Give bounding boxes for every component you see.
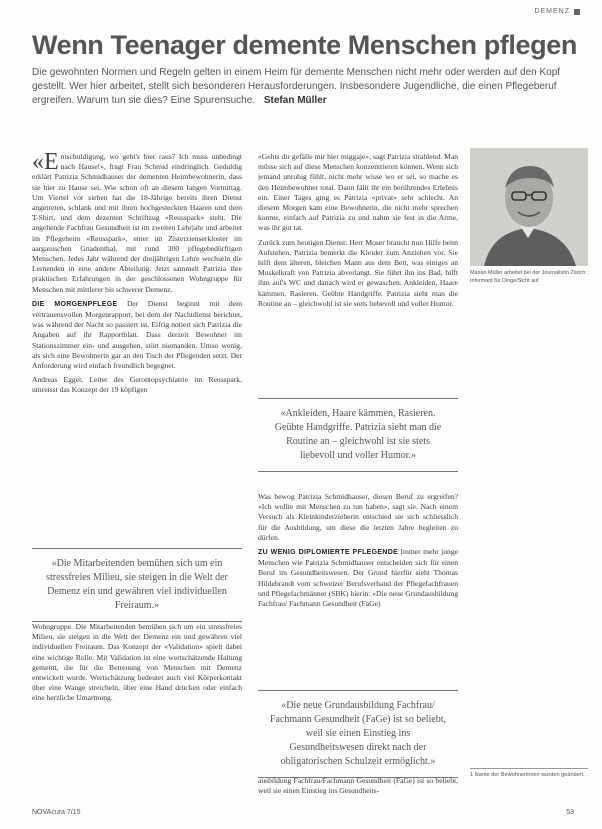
column-2c: [258, 776, 458, 800]
col2-paragraph-1: «Gehts dir gefälle mir hier miggaje», sagt Patrizia strahlend. Man müsse sich auf diese Menschen konzentrieren können. Wenn sich jemand unruhig fühlt, nicht mehr wisse wo er sei, so mache es den Heimbewohner total. Dann fällt ihr ein berührendes Erlebnis ein. Einer Tages ging es Patrizia «privat» sehr schlecht. An diesem Morgen kam eine Bewohnerin, die nicht mehr sprechen konnte, einfach auf Patrizia zu und nahm sie fest in die Arme, was ihr gut tat.: [258, 152, 458, 233]
col2-paragraph-4: ZU WENIG DIPLOMIERTE PFLEGENDE Immer mehr junge Menschen wie Patrizia Schmidhauser entscheiden sich für einen Beruf im Gesundheitswesen. Der Grund hierfür sieht Thomas Hildebrandt vom schweizer Berufsverband der Pflegefachfrauen und Pflegefachmänner (SBK) hierin: «Die neue Grundausbildung Fachfrau/ Fachmann Gesundheit (FaGe): [258, 547, 459, 609]
col1-paragraph-2: DIE MORGENPFLEGE Der Dienst beginnt mit dem vertrauensvollen Morgenrapport, bei dem der Nachtdienst berichtet, was während der Nacht so passiert ist. Eifrig notiert sich Patrizia die Angaben auf ihr Rapportblatt. Dass derzeit Bewohner im Stationszimmer ein- und ausgehen, stört niemanden. Umso wenig, als sich eine Bewohnerin gar an den Tisch der Pflegenden setzt. Der Anforderung wird einfach freundlich begegnet.: [32, 298, 242, 371]
col2-paragraph-5: ausbildung Fachfrau/Fachmann Gesundheit (FaGe) ist so beliebt, weil sie einen Einstieg ins Gesundheits-: [258, 776, 458, 796]
headline: Wenn Teenager demente Menschen pflegen: [32, 30, 577, 60]
section-square-icon: [574, 9, 580, 15]
photo-caption: Marian Müller arbeitet bei der Journalistin Zürich. Informant für Dinge/Sicht auf: [470, 270, 587, 284]
column-1: [32, 149, 242, 400]
section-tag: [534, 8, 580, 15]
column-2b: [258, 492, 458, 613]
author: Stefan Müller: [263, 95, 327, 106]
portrait-illustration: [470, 148, 588, 266]
col2-paragraph-3: Was bewog Patrizia Schmidhauser, diesen Beruf zu ergreifen? «Ich wollte mit Menschen zu tun haben», sagt sie. Nach einem Versuch als Kleinkinderzieherin entschied sie sich schliesslich für die Ausbildung, um diese die letzten Jahre begleiten zu dürfen.: [258, 492, 458, 542]
section-label: DEMENZ: [534, 8, 570, 15]
dropcap: «E: [32, 149, 59, 175]
subhead-morgenpflege: DIE MORGENPFLEGE: [32, 300, 118, 308]
footnote: 1 Name der Bewohnerinnen wurden geändert.: [470, 768, 588, 780]
lead-paragraph: [32, 66, 580, 108]
portrait-photo: [470, 148, 588, 266]
col2-paragraph-2: Zurück zum heutigen Dienst: Herr Moser braucht nun Hilfe beim Aufstehen. Patrizia bemerkt die Kleider zum Anziehen vor. Sie hilft dem älteren, bleichen Mann aus dem Bett, was einiges an Muskelkraft von Patrizia abverlangt. Sie führt ihn ins Bad, hilft ihm auf's WC und danach wird er gewaschen. Ankleiden, Haare kämmen, Rasieren. Geübte Handgriffe. Patrizia sieht man die Routine an – gleichwohl ist sie stets liebevoll und voller Humor.: [258, 237, 458, 308]
col1b-paragraph: Wohngruppe. Die Mitarbeitenden bemühen sich um ein stressfreies Milieu, sie steigen in die Welt der Demenz ein und gewähren viel individuellen Freiraum. Das Konzept der «Validation» spielt dabei eine wichtige Rolle. Mit Validation ist eine wertschätzende Haltung gemeint, die für die Betreuung von Menschen mit Demenz entwickelt wurde. Wertschätzung bedeutet auch viel Körperkontakt über eine Wange streicheln, über eine Hand drücken oder einfach eine herzliche Umarmung.: [32, 622, 242, 703]
subhead-diplomierte: ZU WENIG DIPLOMIERTE PFLEGENDE: [258, 549, 399, 557]
col1-paragraph-1: «Entschuldigung, wo geht's hier raus? Ich muss unbedingt nach Hause!», fragt Frau Schmid eindringlich. Geduldig erklärt Patrizia Schmidhauser der dementen Heimbewohnerin, dass sie hier zu Hause sei. Wie schon oft an diesem langen Vormittag. Um Viertel vor sieben hat die 18-Jährige bereits ihren Dienst angetreten, schlank und mit ihren hochgesteckten Haaren und dem T-Shirt, und dem dezenten Schriftzug «Reusspark» steht. Die angehende Fachfrau Gesundheit ist im zweiten Lehrjahr und arbeitet im Pflegeheim «Reusspark», einer im Zisterzienserkloster im aargauischen Gnadenthal, mit rund 300 pflegebedürftigen Menschen. Jedes Jahr während der dreijährigen Lehre wechseln die Lernenden in eine andere Abteilung. Jetzt sammelt Patrizia ihre praktischen Erfahrungen in der geschlossenen Wohngruppe für Menschen mit mittlerer bis schwerer Demenz.: [32, 149, 242, 294]
pull-quote-1: «Die Mitarbeitenden bemühen sich um ein stressfreies Milieu, sie steigen in die Welt der Demenz ein und gewähren viel individuellen Freiraum.»: [32, 548, 242, 622]
column-2: [258, 152, 458, 313]
page-number: 53: [566, 809, 574, 816]
pull-quote-2: «Ankleiden, Haare kämmen, Rasieren. Geübte Handgriffe. Patrizia sieht man die Routine an – gleichwohl ist sie stets liebevoll und voller Humor.»: [258, 398, 458, 472]
pull-quote-3: «Die neue Grundausbildung Fachfrau/ Fachmann Gesundheit (FaGe) ist so beliebt, weil sie einen Einstieg ins Gesundheitswesen direkt nach der obligatorischen Schulzeit ermöglicht.»: [258, 690, 458, 778]
lead-text: Die gewohnten Normen und Regeln gelten in einem Heim für demente Menschen nicht mehr oder werden auf den Kopf gestellt. Wer hier arbeitet, stellt sich besonderen Herausforderungen. Insbesondere Jugendliche, die einen Pflegeberuf ergreifen. Warum tun sie dies? Eine Spurensuche.: [32, 67, 561, 106]
column-1b: [32, 622, 242, 708]
footer-publication: NOVAcura 7/15: [32, 809, 81, 816]
col1-paragraph-3: Andreas Egger, Leiter des Gerontopsychiatrie im Reusspark, umreisst das Konzept der 19 köpfigen: [32, 375, 242, 395]
